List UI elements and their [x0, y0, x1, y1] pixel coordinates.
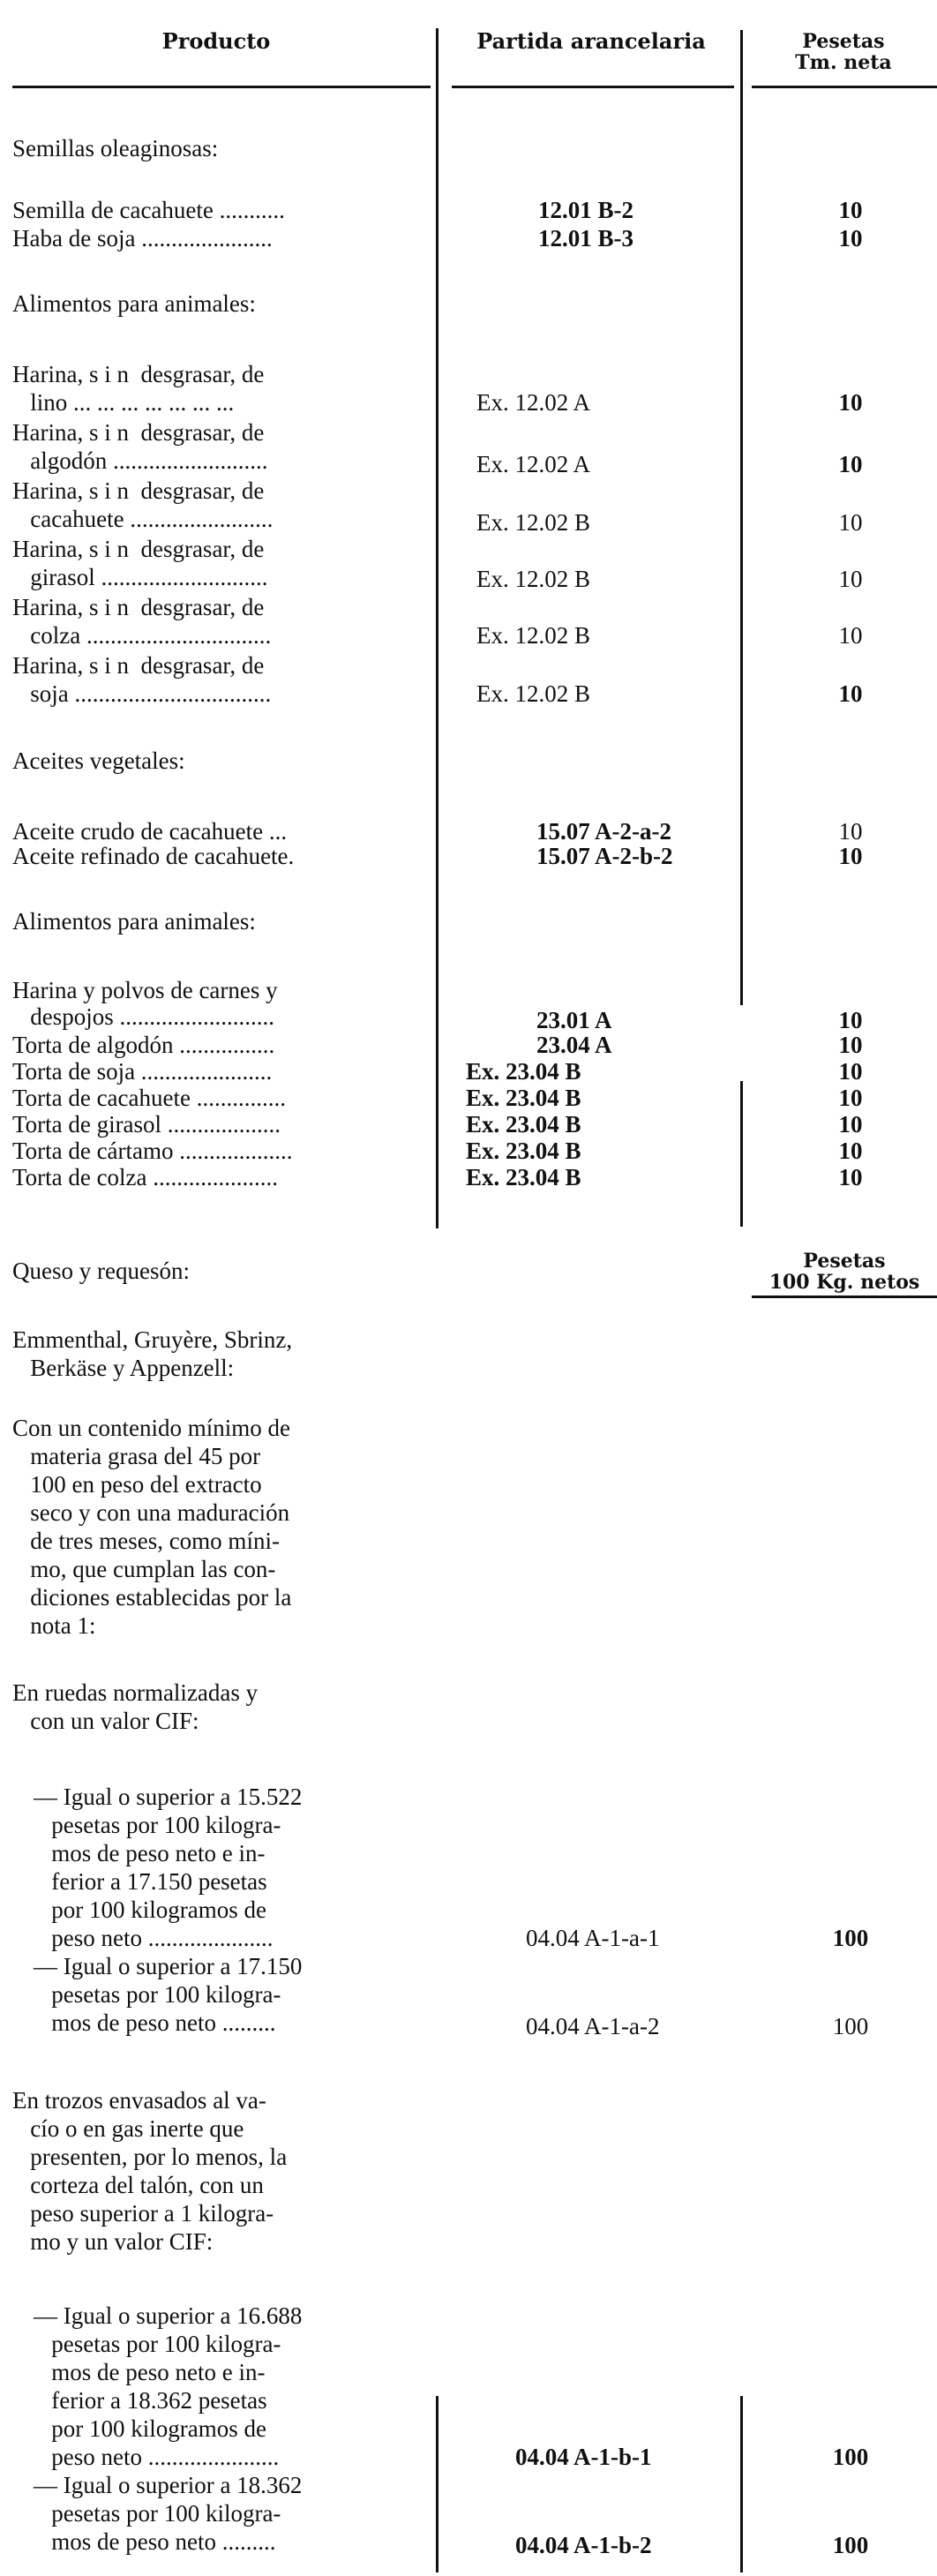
paragraph-line: mo y un valor CIF: — [12, 2228, 214, 2255]
row-valor: 10 — [838, 197, 863, 223]
header-rule-left — [12, 86, 431, 88]
header-pesetas-line1: Pesetas — [802, 30, 885, 53]
paragraph-line: de tres meses, como míni- — [12, 1528, 280, 1554]
row-valor: 10 — [838, 451, 863, 477]
section-heading: Semillas oleaginosas: — [12, 135, 219, 161]
paragraph-line: 100 en peso del extracto — [12, 1471, 262, 1498]
item-line: por 100 kilogramos de — [34, 2415, 266, 2442]
section-heading: Aceites vegetales: — [12, 747, 185, 774]
header-rule-middle — [452, 86, 734, 88]
paragraph-line: presenten, por lo menos, la — [12, 2144, 288, 2170]
item-line: mos de peso neto ......... — [34, 2009, 276, 2036]
row-valor: 10 — [838, 680, 863, 707]
row-partida: 15.07 A-2-a-2 — [536, 818, 671, 845]
section-heading: Queso y requesón: — [12, 1258, 190, 1284]
item-partida: 04.04 A-1-b-1 — [515, 2444, 652, 2470]
paragraph-line: Con un contenido mínimo de — [12, 1415, 290, 1441]
row-valor: 10 — [838, 566, 863, 592]
paragraph-line: Emmenthal, Gruyère, Sbrinz, — [12, 1326, 293, 1353]
column-divider-2-lower — [740, 2396, 743, 2572]
row-partida: Ex. 12.02 B — [476, 622, 591, 649]
row-partida: Ex. 23.04 B — [466, 1058, 581, 1085]
column-divider-1-lower — [436, 2396, 439, 2572]
row-valor: 10 — [838, 1085, 863, 1111]
header-producto: Producto — [161, 28, 271, 54]
paragraph-line: mo, que cumplan las con- — [12, 1556, 276, 1582]
row-producto-line2: despojos .......................... — [12, 1003, 274, 1030]
subheader-pesetas-line2: 100 Kg. netos — [768, 1271, 920, 1294]
paragraph-line: En trozos envasados al va- — [12, 2087, 266, 2114]
row-producto-line1: Harina, s i n desgrasar, de — [12, 594, 265, 620]
column-divider-1 — [436, 28, 439, 1228]
row-producto-line1: Harina, s i n desgrasar, de — [12, 536, 265, 562]
paragraph-line: diciones establecidas por la — [12, 1584, 292, 1611]
row-valor: 10 — [838, 389, 863, 416]
item-line: peso neto ..................... — [34, 1925, 274, 1951]
item-line: peso neto ...................... — [34, 2444, 280, 2470]
paragraph-line: corteza del talón, con un — [12, 2172, 264, 2198]
row-producto: Torta de cártamo ................... — [12, 1138, 293, 1164]
row-partida: Ex. 12.02 A — [476, 451, 591, 477]
row-partida: Ex. 12.02 B — [476, 509, 591, 536]
paragraph-line: materia grasa del 45 por — [12, 1443, 261, 1469]
row-producto: Torta de soja ...................... — [12, 1058, 273, 1085]
row-partida: Ex. 12.02 B — [476, 680, 591, 707]
section-heading: Alimentos para animales: — [12, 908, 256, 935]
row-producto: Torta de girasol ................... — [12, 1111, 281, 1138]
paragraph-line: En ruedas normalizadas y — [12, 1679, 259, 1706]
item-line: mos de peso neto e in- — [34, 2359, 266, 2385]
column-divider-2 — [740, 30, 743, 1005]
row-producto-line1: Harina, s i n desgrasar, de — [12, 477, 265, 504]
item-line: mos de peso neto ......... — [34, 2528, 276, 2555]
item-valor: 100 — [832, 2013, 869, 2039]
row-producto-line1: Harina, s i n desgrasar, de — [12, 361, 265, 387]
row-producto: Torta de cacahuete ............... — [12, 1085, 286, 1111]
paragraph-line: peso superior a 1 kilogra- — [12, 2200, 274, 2227]
row-producto-line2: cacahuete ........................ — [12, 506, 274, 532]
item-line: — Igual o superior a 18.362 — [34, 2472, 303, 2498]
row-valor: 10 — [838, 509, 863, 536]
row-partida: Ex. 23.04 B — [466, 1111, 581, 1138]
row-producto-line2: lino ... ... ... ... ... ... ... — [12, 389, 235, 416]
row-producto: Aceite refinado de cacahuete. — [12, 843, 295, 869]
row-producto: Aceite crudo de cacahuete ... — [12, 818, 288, 845]
row-valor: 10 — [838, 1032, 863, 1058]
paragraph-line: nota 1: — [12, 1612, 96, 1639]
item-valor: 100 — [832, 2532, 869, 2558]
row-producto-line1: Harina y polvos de carnes y — [12, 977, 278, 1003]
item-line: por 100 kilogramos de — [34, 1896, 266, 1923]
row-producto: Haba de soja ...................... — [12, 225, 273, 252]
subheader-rule — [752, 1296, 937, 1298]
item-partida: 04.04 A-1-a-1 — [526, 1925, 660, 1951]
row-valor: 10 — [838, 1164, 863, 1190]
item-line: mos de peso neto e in- — [34, 1840, 266, 1866]
item-valor: 100 — [832, 1925, 869, 1951]
row-producto-line2: soja ................................. — [12, 680, 272, 707]
subheader-pesetas-line1: Pesetas — [803, 1250, 886, 1273]
row-valor: 10 — [838, 1138, 863, 1164]
row-valor: 10 — [838, 1007, 863, 1033]
row-producto-line2: girasol ............................ — [12, 564, 268, 590]
row-partida: 15.07 A-2-b-2 — [536, 843, 673, 869]
row-valor: 10 — [838, 843, 863, 869]
paragraph-line: seco y con una maduración — [12, 1499, 290, 1526]
row-partida: Ex. 12.02 A — [476, 389, 591, 416]
row-producto: Torta de colza ..................... — [12, 1164, 279, 1190]
row-producto-line1: Harina, s i n desgrasar, de — [12, 419, 265, 446]
row-producto-line2: algodón .......................... — [12, 447, 268, 474]
row-partida: 12.01 B-2 — [538, 197, 633, 223]
item-line: pesetas por 100 kilogra- — [34, 2500, 281, 2527]
item-line: pesetas por 100 kilogra- — [34, 1981, 281, 2008]
item-partida: 04.04 A-1-b-2 — [515, 2532, 652, 2558]
header-pesetas-line2: Tm. neta — [795, 51, 892, 74]
paragraph-line: Berkäse y Appenzell: — [12, 1355, 235, 1381]
row-valor: 10 — [838, 1058, 863, 1085]
row-producto-line2: colza ............................... — [12, 622, 272, 649]
item-line: — Igual o superior a 17.150 — [34, 1953, 303, 1979]
item-line: — Igual o superior a 15.522 — [34, 1784, 303, 1810]
row-partida: 23.04 A — [536, 1032, 612, 1058]
item-line: — Igual o superior a 16.688 — [34, 2302, 303, 2329]
row-partida: Ex. 23.04 B — [466, 1138, 581, 1164]
item-line: ferior a 17.150 pesetas — [34, 1868, 267, 1895]
header-rule-right — [752, 86, 937, 88]
row-producto: Semilla de cacahuete ........... — [12, 197, 285, 223]
row-partida: Ex. 23.04 B — [466, 1085, 581, 1111]
column-divider-2-mid — [740, 1081, 743, 1227]
item-partida: 04.04 A-1-a-2 — [526, 2013, 660, 2039]
header-partida-arancelaria: Partida arancelaria — [476, 28, 706, 54]
paragraph-line: cío o en gas inerte que — [12, 2115, 244, 2142]
row-partida: 23.01 A — [536, 1007, 612, 1033]
item-line: pesetas por 100 kilogra- — [34, 2331, 281, 2357]
paragraph-line: con un valor CIF: — [12, 1708, 199, 1734]
row-valor: 10 — [838, 1111, 863, 1138]
row-producto-line1: Harina, s i n desgrasar, de — [12, 652, 265, 679]
row-valor: 10 — [838, 622, 863, 649]
section-heading: Alimentos para animales: — [12, 290, 256, 317]
row-valor: 10 — [838, 818, 863, 845]
row-producto: Torta de algodón ................ — [12, 1032, 275, 1058]
row-partida: 12.01 B-3 — [538, 225, 633, 252]
item-line: pesetas por 100 kilogra- — [34, 1812, 281, 1838]
row-partida: Ex. 23.04 B — [466, 1164, 581, 1190]
item-valor: 100 — [832, 2444, 869, 2470]
row-valor: 10 — [838, 225, 863, 252]
row-partida: Ex. 12.02 B — [476, 566, 591, 592]
item-line: ferior a 18.362 pesetas — [34, 2387, 267, 2414]
